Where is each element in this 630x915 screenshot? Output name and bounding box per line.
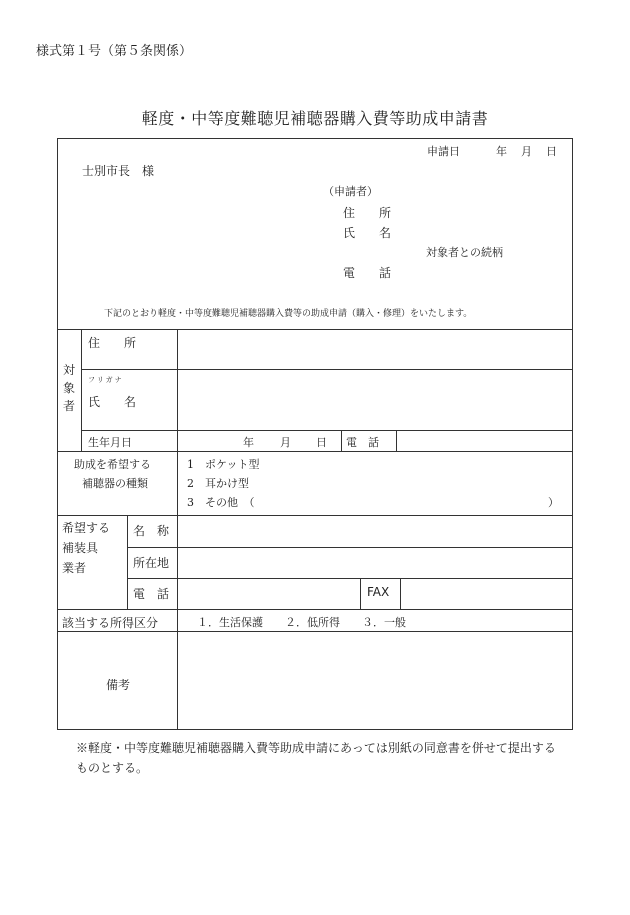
divider-label-column: [177, 329, 178, 730]
vendor-name-label: 名 称: [133, 524, 170, 538]
hearing-aid-option-other-close: ）: [548, 496, 559, 509]
subject-side-char: 者: [62, 399, 75, 413]
subject-birth-month: 月: [280, 436, 291, 449]
subject-name-label: 氏 名: [88, 395, 137, 409]
divider-subject-side: [81, 329, 82, 451]
vendor-location-label: 所在地: [133, 556, 170, 570]
application-day: 日: [546, 145, 557, 158]
applicant-name-label: 氏 名: [343, 226, 392, 240]
subject-side-label: [61, 361, 77, 415]
divider-fax-value: [400, 578, 401, 609]
addressee: 士別市長 様: [82, 164, 155, 178]
remarks-label: 備考: [106, 678, 131, 692]
divider-vendor-side: [127, 515, 128, 609]
vendor-label-line2: 補装具: [62, 541, 99, 555]
applicant-address-label: 住 所: [343, 206, 392, 220]
divider-header: [57, 329, 573, 330]
divider-vendor-location: [127, 578, 573, 579]
application-statement: 下記のとおり軽度・中等度難聴児補聴器購入費等の助成申請（購入・修理）をいたします。: [104, 309, 473, 319]
divider-birth-phone: [341, 430, 342, 451]
vendor-label-line1: 希望する: [62, 521, 111, 535]
hearing-aid-label-line1: 助成を希望する: [74, 458, 151, 471]
subject-birth-day: 日: [316, 436, 327, 449]
divider-income: [57, 631, 573, 632]
divider-subject-address: [81, 369, 573, 370]
hearing-aid-option-other: 3 その他 （: [187, 496, 255, 509]
divider-fax-label: [360, 578, 361, 609]
vendor-phone-label: 電 話: [133, 587, 170, 601]
hearing-aid-option-pocket: 1 ポケット型: [187, 458, 260, 471]
subject-furigana-label: フリガナ: [88, 376, 124, 384]
divider-subject: [57, 451, 573, 452]
page-title: 軽度・中等度難聴児補聴器購入費等助成申請書: [141, 109, 489, 128]
income-category-options: １．生活保護 ２．低所得 ３．一般: [197, 616, 406, 629]
subject-address-label: 住 所: [88, 336, 137, 350]
application-month: 月: [521, 145, 532, 158]
hearing-aid-label-line2: 補聴器の種類: [82, 477, 148, 490]
applicant-phone-label: 電 話: [343, 266, 392, 280]
footnote: ※軽度・中等度難聴児補聴器購入費等助成申請にあっては別紙の同意書を併せて提出するものとする。: [76, 741, 556, 775]
subject-birthdate-label: 生年月日: [88, 436, 132, 449]
vendor-label-line3: 業者: [62, 561, 87, 575]
vendor-fax-label: FAX: [367, 585, 390, 599]
divider-vendor: [57, 609, 573, 610]
divider-subject-name: [81, 430, 573, 431]
application-year: 年: [496, 145, 507, 158]
subject-side-char: 対: [62, 363, 75, 377]
hearing-aid-option-behind-ear: 2 耳かけ型: [187, 477, 249, 490]
form-number: 様式第１号（第５条関係）: [36, 44, 193, 59]
applicant-label: （申請者）: [323, 185, 378, 198]
subject-side-char: 象: [62, 381, 75, 395]
divider-hearing-aid: [57, 515, 573, 516]
application-date-label: 申請日: [427, 145, 460, 158]
divider-vendor-name: [127, 547, 573, 548]
application-form-table: [57, 138, 573, 730]
subject-phone-label: 電 話: [346, 436, 379, 449]
relationship-label: 対象者との続柄: [426, 246, 503, 259]
income-category-label: 該当する所得区分: [62, 616, 159, 630]
divider-phone-value: [396, 430, 397, 451]
subject-birth-year: 年: [243, 436, 254, 449]
